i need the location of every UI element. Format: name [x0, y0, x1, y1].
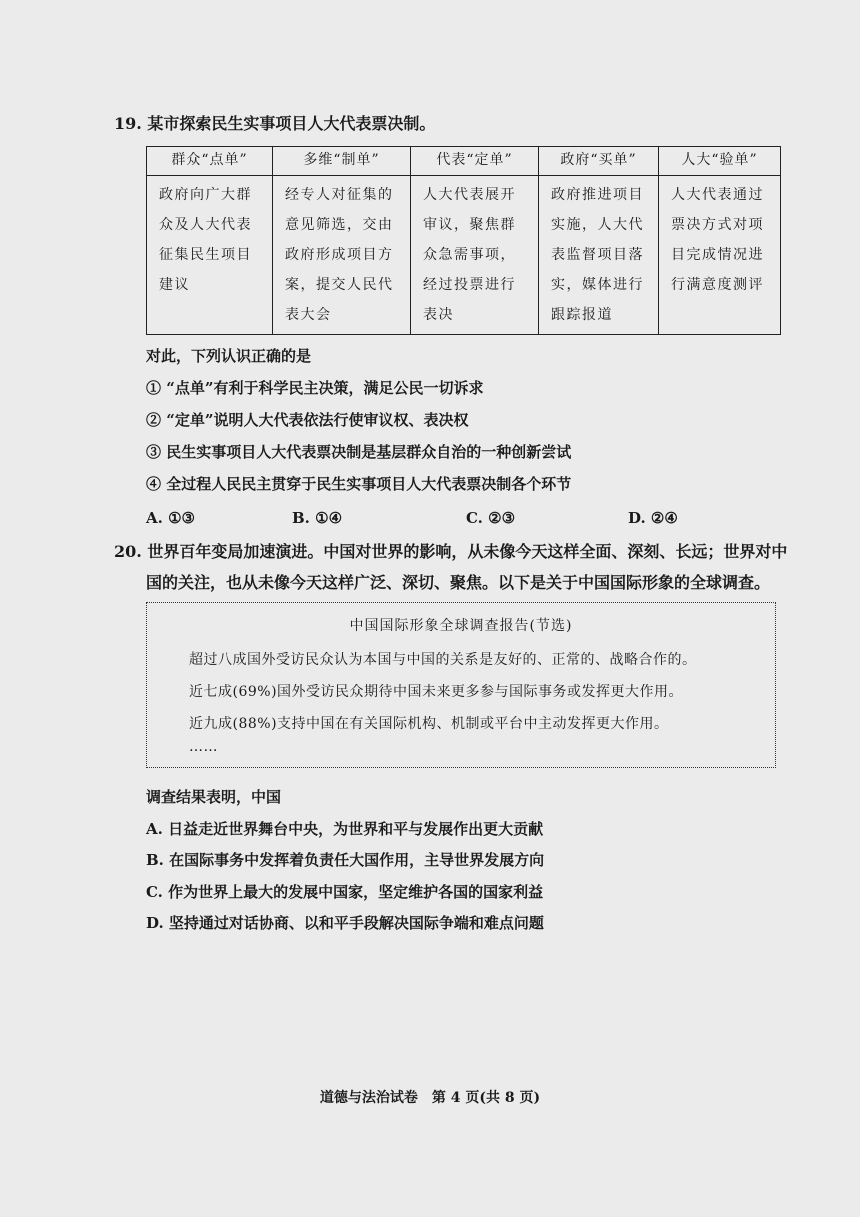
- q19-table-body-row: [147, 176, 781, 335]
- q19-stem: 某市探索民生实事项目人大代表票决制。: [147, 114, 436, 133]
- page-footer: 道德与法治试卷 第 4 页(共 8 页): [319, 1090, 541, 1106]
- q19-prompt: 对此，下列认识正确的是: [146, 347, 312, 365]
- q19-cell-5: 人大代表通过票决方式对项目完成情况进行满意度测评: [659, 176, 781, 335]
- q19-option-c: C. ②③: [466, 509, 516, 527]
- q19-table-header-row: [147, 147, 781, 176]
- q20-option-b: B. 在国际事务中发挥着负责任大国作用，主导世界发展方向: [146, 851, 545, 869]
- q20-option-d: D. 坚持通过对话协商、以和平手段解决国际争端和难点问题: [146, 914, 544, 932]
- q19-header-3: 代表“定单”: [411, 147, 539, 176]
- q20-report-box: [146, 602, 776, 768]
- q19-statement-2: ② “定单”说明人大代表依法行使审议权、表决权: [146, 411, 469, 429]
- q19-cell-4: 政府推进项目实施，人大代表监督项目落实，媒体进行跟踪报道: [539, 176, 659, 335]
- q20-prompt: 调查结果表明，中国: [146, 788, 282, 806]
- q20-report-line-3: 近九成(88%)支持中国在有关国际机构、机制或平台中主动发挥更大作用。: [189, 716, 669, 732]
- q20-number: 20.: [114, 542, 142, 561]
- q20-report-title: 中国国际形象全球调查报告(节选): [349, 618, 573, 634]
- q19-statement-1: ① “点单”有利于科学民主决策，满足公民一切诉求: [146, 379, 484, 397]
- q20-stem-line-1: [114, 542, 787, 562]
- q19-header-4: 政府“买单”: [539, 147, 659, 176]
- q19-statement-4: ④ 全过程人民民主贯穿于民生实事项目人大代表票决制各个环节: [146, 475, 572, 493]
- q20-report-ellipsis: ……: [189, 739, 218, 755]
- q20-option-c: C. 作为世界上最大的发展中国家，坚定维护各国的国家利益: [146, 883, 544, 901]
- q19-header-2: 多维“制单”: [273, 147, 411, 176]
- q20-option-a: A. 日益走近世界舞台中央，为世界和平与发展作出更大贡献: [146, 820, 544, 838]
- q19-option-d: D. ②④: [628, 509, 678, 527]
- q20-report-line-1: 超过八成国外受访民众认为本国与中国的关系是友好的、正常的、战略合作的。: [189, 652, 697, 668]
- q19-header-5: 人大“验单”: [659, 147, 781, 176]
- q20-stem-1: 世界百年变局加速演进。中国对世界的影响，从未像今天这样全面、深刻、长远；世界对中: [147, 542, 788, 561]
- q20-report-line-2: 近七成(69%)国外受访民众期待中国未来更多参与国际事务或发挥更大作用。: [189, 684, 684, 700]
- q20-stem-2: 国的关注，也从未像今天这样广泛、深切、聚焦。以下是关于中国国际形象的全球调查。: [146, 573, 771, 592]
- q19-statement-3: ③ 民生实事项目人大代表票决制是基层群众自治的一种创新尝试: [146, 443, 572, 461]
- q19-table: [146, 146, 781, 335]
- q19-option-b: B. ①④: [292, 509, 343, 527]
- q19-cell-1: 政府向广大群众及人大代表征集民生项目建议: [147, 176, 273, 335]
- q19-number: 19.: [114, 114, 142, 133]
- q19-header-1: 群众“点单”: [147, 147, 273, 176]
- q19-cell-3: 人大代表展开审议，聚焦群众急需事项，经过投票进行表决: [411, 176, 539, 335]
- q19-stem-line: [114, 114, 435, 134]
- q19-option-a: A. ①③: [146, 509, 195, 527]
- q19-cell-2: 经专人对征集的意见筛选，交由政府形成项目方案，提交人民代表大会: [273, 176, 411, 335]
